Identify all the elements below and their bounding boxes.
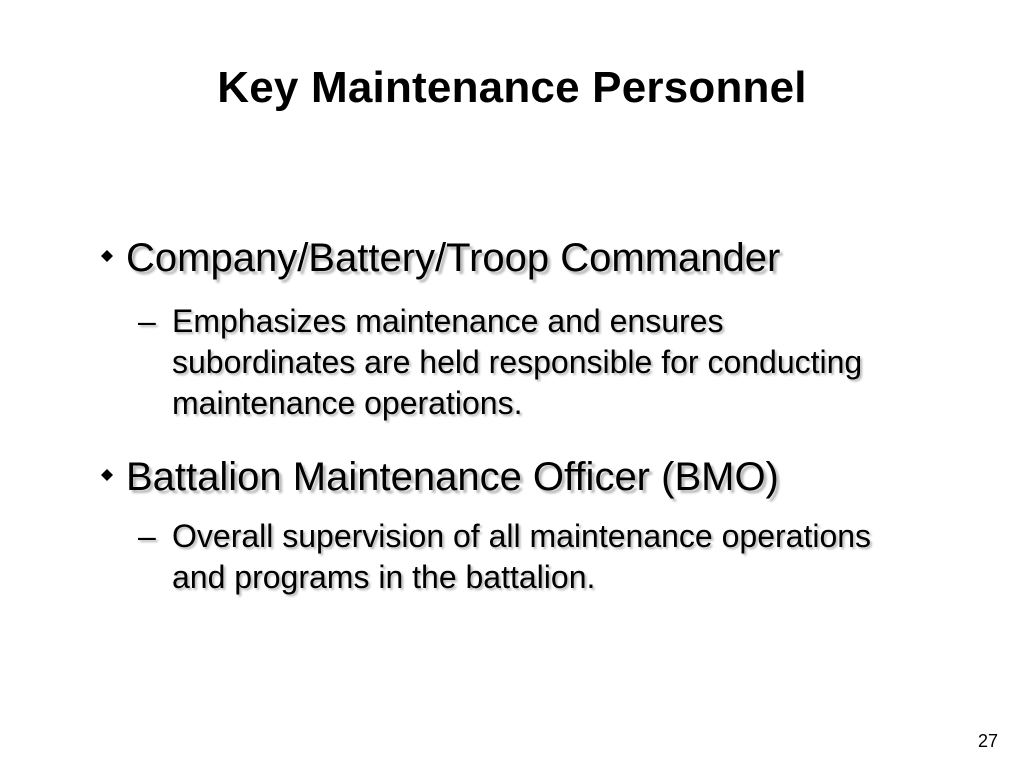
sub-bullet-text: Emphasizes maintenance and ensures subordinates are held responsible for conducting maintenance operations.	[172, 303, 863, 421]
sub-bullet-text: Overall supervision of all maintenance operations and programs in the battalion.	[172, 518, 872, 595]
diamond-bullet-icon	[88, 455, 126, 481]
bullet-text: Battalion Maintenance Officer (BMO)	[126, 455, 779, 499]
bullet-text: Company/Battery/Troop Commander	[126, 236, 781, 280]
slide-number: 27	[977, 731, 998, 751]
bullet-item-2	[88, 455, 779, 499]
sub-bullet-dash: –	[138, 518, 156, 554]
slide-title: Key Maintenance Personnel	[217, 63, 807, 112]
sub-bullet-item-1	[138, 301, 898, 424]
sub-bullet-item-2	[138, 516, 898, 598]
bullet-item-1	[88, 236, 780, 280]
diamond-bullet-icon	[88, 236, 126, 262]
sub-bullet-dash: –	[138, 303, 156, 339]
